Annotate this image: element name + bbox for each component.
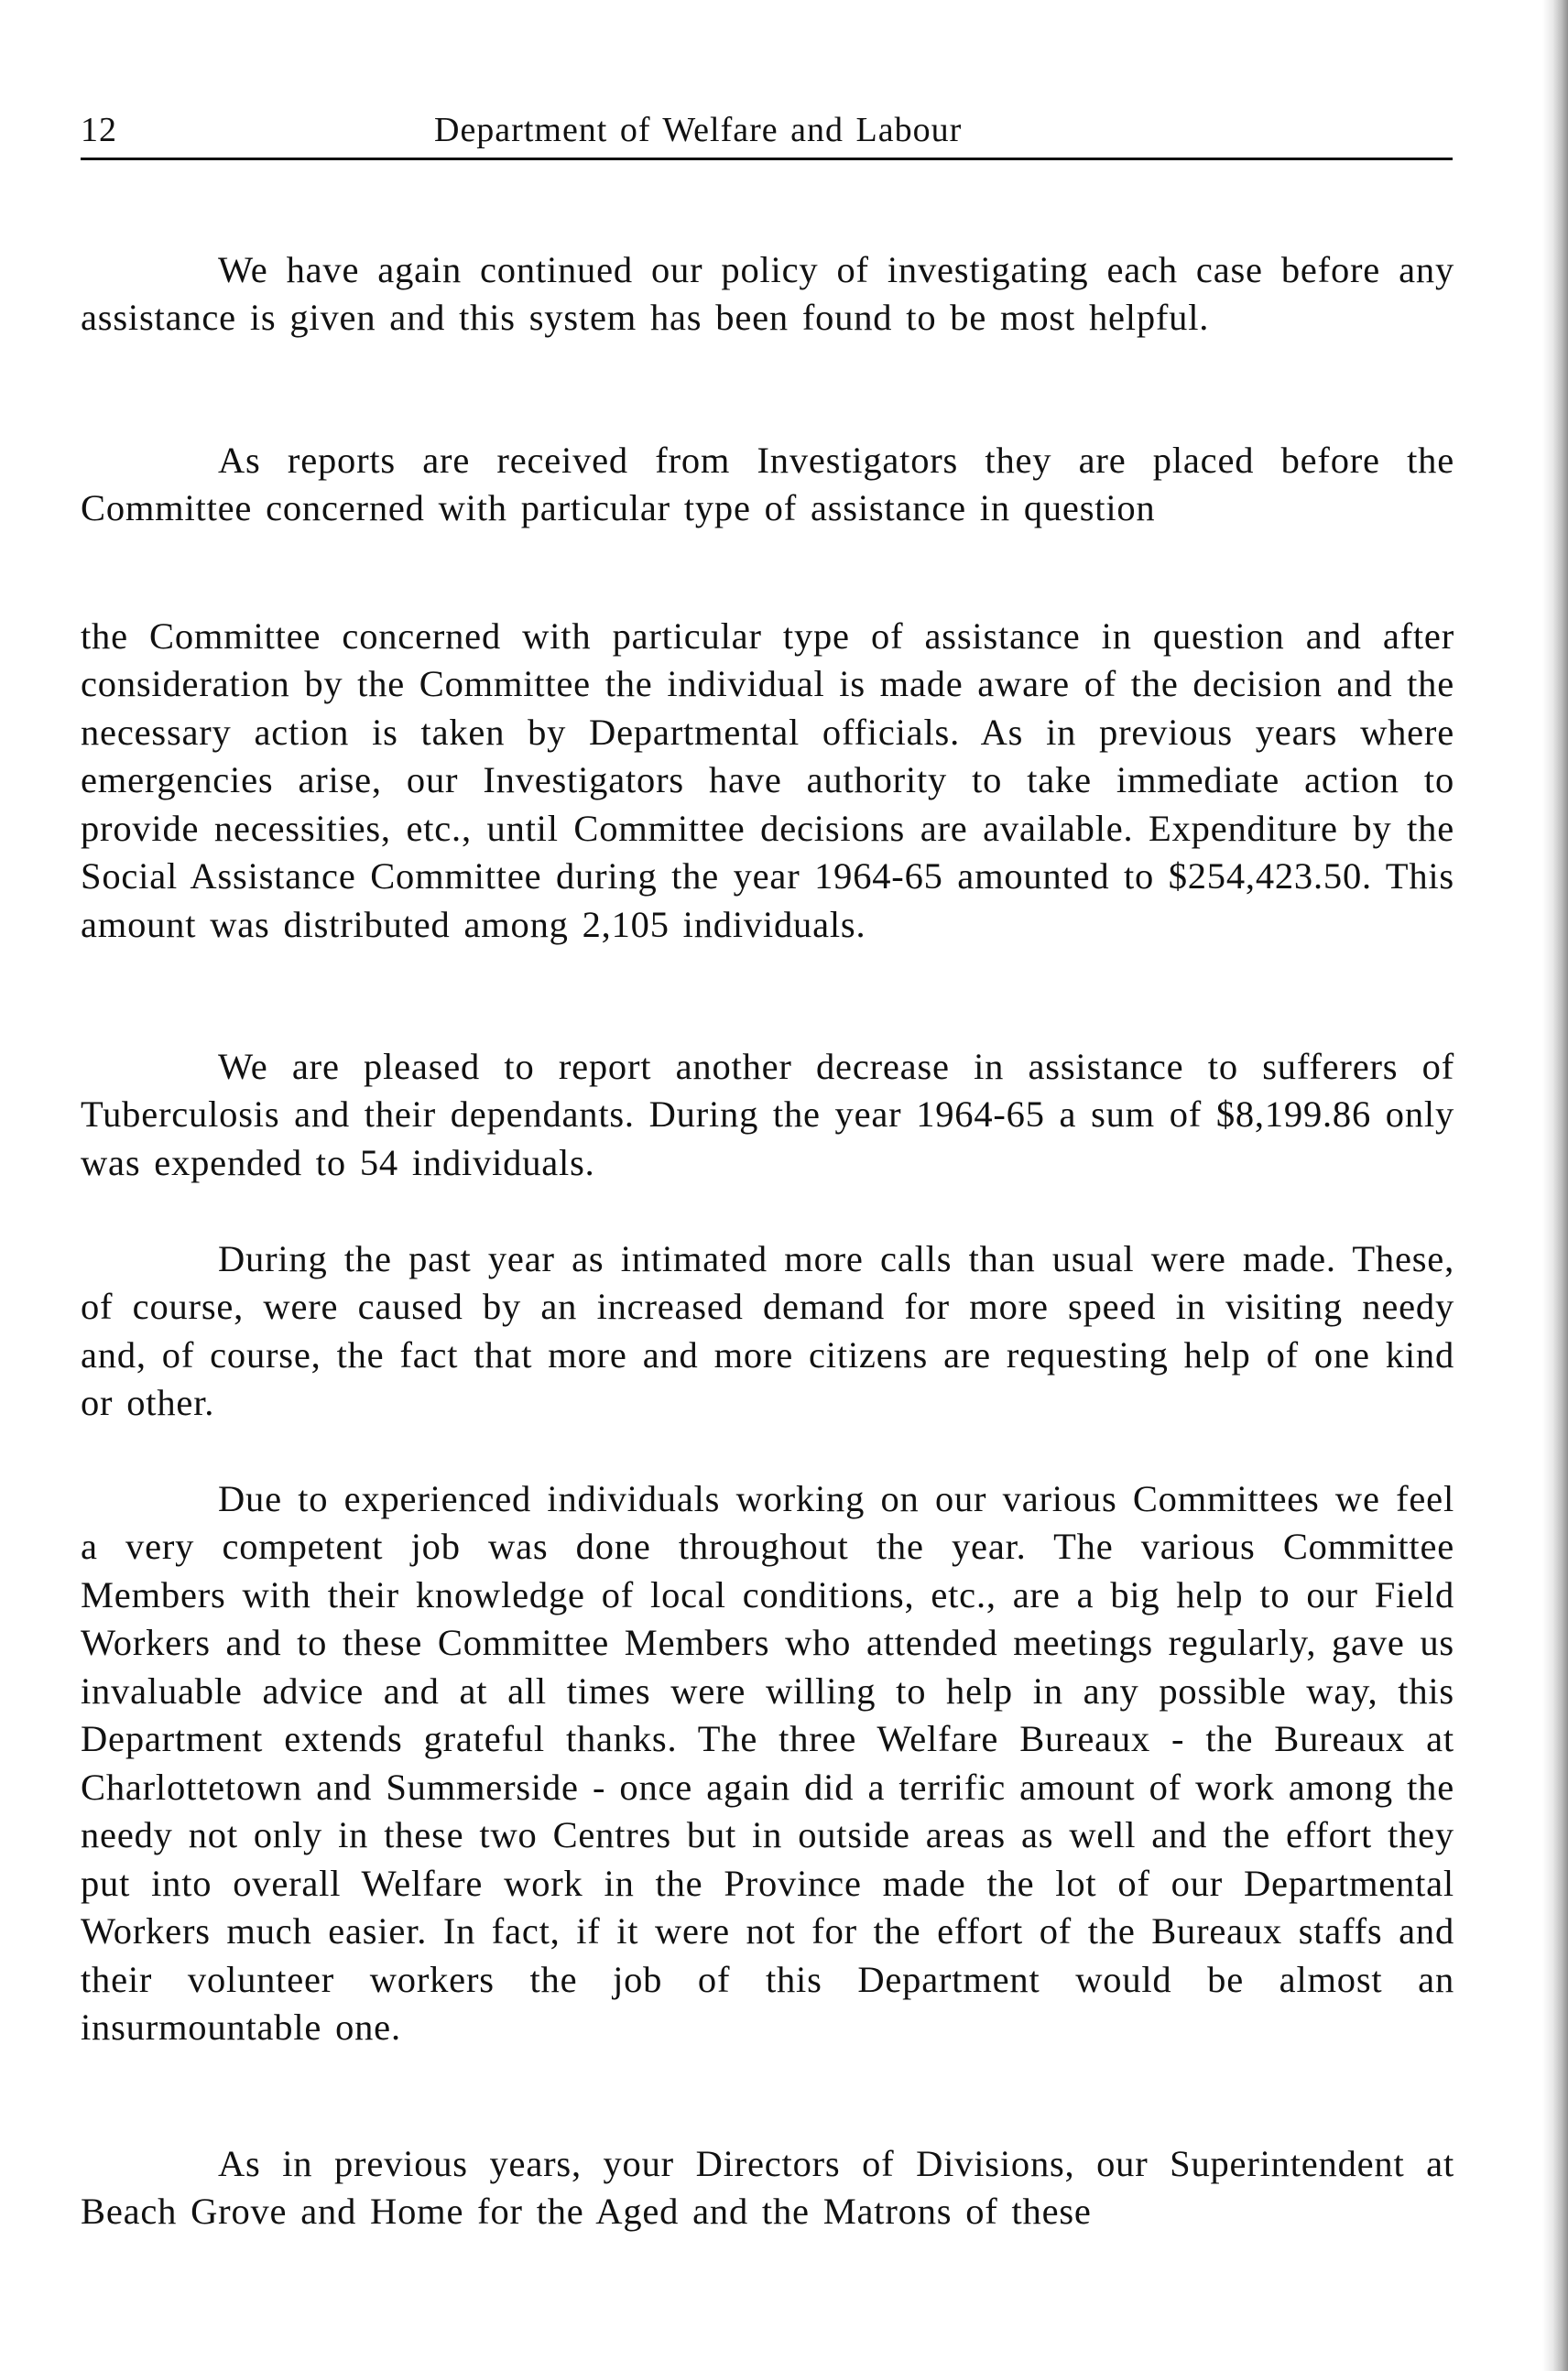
paragraph-committee-expenditure: the Committee concerned with particular type of assistance in question and after consideration by the Committee the individual is made aware of the decision and the necessary action is taken by Departmental officials. As in previous years where emergencies arise, our Investigators have authority to take immediate action to provide necessities, etc., until Committee decisions are available. Expenditure by the Social Assistance Committee during the year 1964-65 amounted to $254,423.50. This amount was distributed among 2,105 individuals. [81,615,1454,945]
paragraph-reports-received: As reports are received from Investigators they are placed before the Committee concerned with particular type of assistance in question [81,439,1454,528]
paragraph-tuberculosis-assistance: We are pleased to report another decrease in assistance to sufferers of Tuberculosis and their dependants. During the year 1964-65 a sum of $8,199.86 only was expended to 54 individuals. [81,1045,1454,1183]
paragraph-calls-increase: During the past year as intimated more calls than usual were made. These, of course, were caused by an increased demand for more speed in visiting needy and, of course, the fact that more and more citizens are requesting help of one kind or other. [81,1237,1454,1423]
paragraph-committee-thanks: Due to experienced individuals working on our various Committees we feel a very competent job was done throughout the year. The various Committee Members with their knowledge of local conditions, etc., are a big help to our Field Workers and to these Committee Members who attended meetings regularly, gave us invaluable advice and at all times were willing to help in any possible way, this Department extends grateful thanks. The three Welfare Bureaux - the Bureaux at Charlottetown and Summerside - once again did a terrific amount of work among the needy not only in these two Centres but in outside areas as well and the effort they put into overall Welfare work in the Province made the lot of our Departmental Workers much easier. In fact, if it were not for the effort of the Bureaux staffs and their volunteer workers the job of this Department would be almost an insurmountable one. [81,1477,1454,2048]
paragraph-directors-divisions: As in previous years, your Directors of Divisions, our Superintendent at Beach Grove and Home for the Aged and the Matrons of these [81,2142,1454,2232]
page-edge-shadow [1542,0,1568,2371]
running-title: Department of Welfare and Labour [434,111,963,149]
page-number: 12 [81,111,117,149]
paragraph-investigation-policy: We have again continued our policy of investigating each case before any assistance is given and this system has been found to be most helpful. [81,248,1454,338]
page-header [81,103,1453,160]
